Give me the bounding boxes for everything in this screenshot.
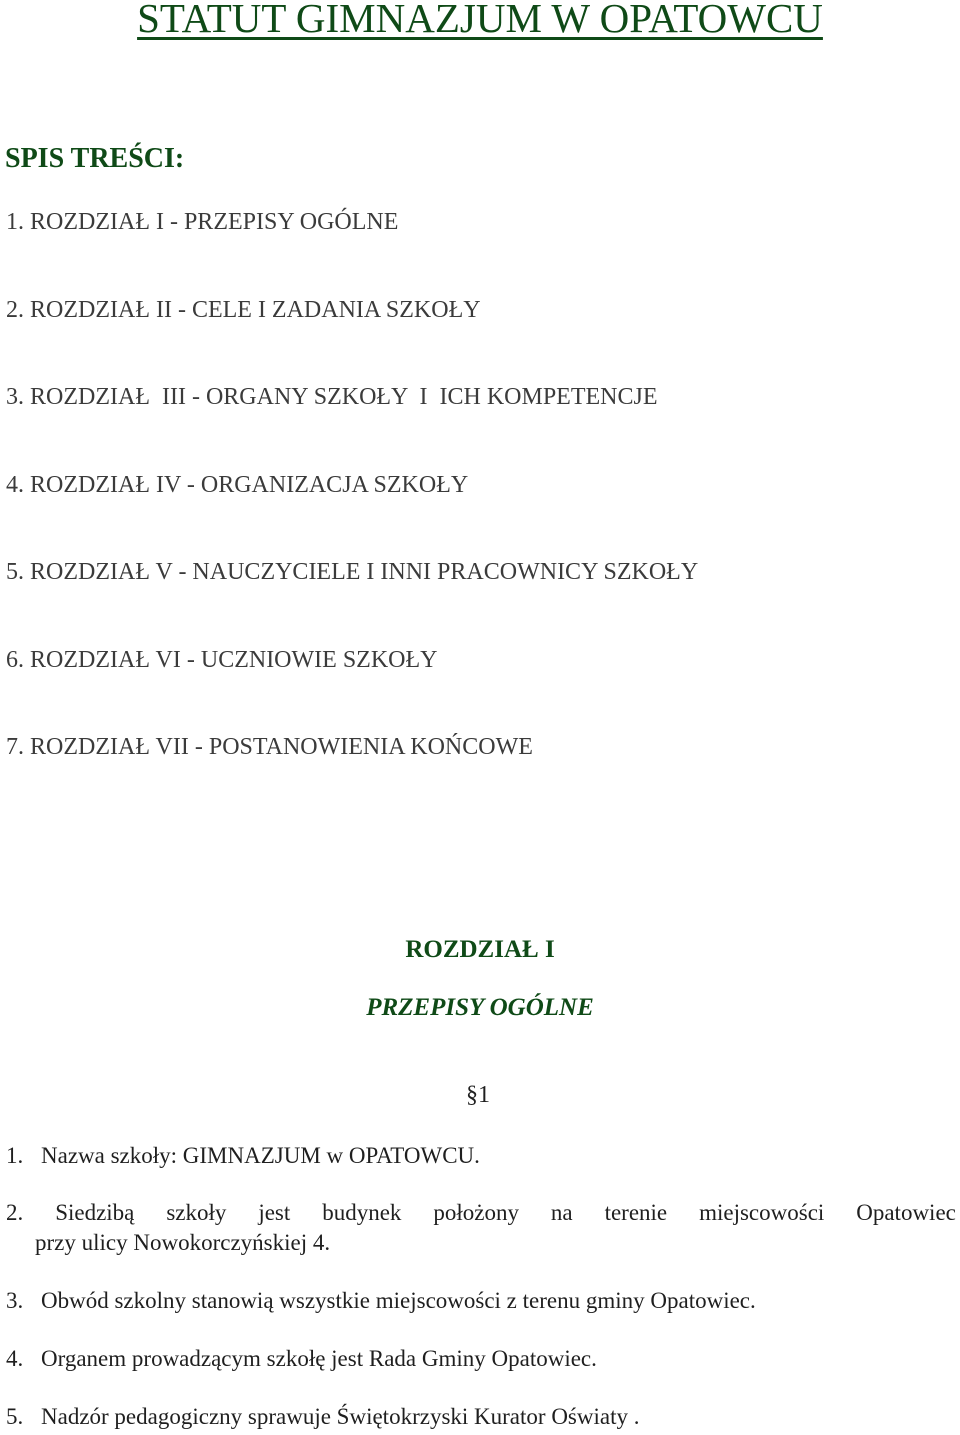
paragraph-text: przy ulicy Nowokorczyńskiej 4. <box>35 1230 331 1255</box>
toc-heading: SPIS TREŚCI: <box>5 143 185 174</box>
toc-item: 4. ROZDZIAŁ IV - ORGANIZACJA SZKOŁY <box>6 471 469 498</box>
paragraph-text: Organem prowadzącym szkołę jest Rada Gminy Opatowiec. <box>41 1346 597 1371</box>
toc-item: 3. ROZDZIAŁ III - ORGANY SZKOŁY I ICH KOMPETENCJE <box>6 384 658 410</box>
paragraph-word: jest <box>258 1200 291 1225</box>
paragraph-text: Obwód szkolny stanowią wszystkie miejscowości z terenu gminy Opatowiec. <box>41 1288 756 1313</box>
paragraph-number: 4. <box>6 1346 24 1371</box>
toc-item: 2. ROZDZIAŁ II - CELE I ZADANIA SZKOŁY <box>6 296 481 323</box>
paragraph-text: Nazwa szkoły: GIMNAZJUM w OPATOWCU. <box>41 1143 480 1168</box>
toc-item: 6. ROZDZIAŁ VI - UCZNIOWIE SZKOŁY <box>6 646 438 673</box>
section-mark: §1 <box>466 1082 490 1108</box>
toc-item: 7. ROZDZIAŁ VII - POSTANOWIENIA KOŃCOWE <box>6 734 533 760</box>
paragraph-word: miejscowości <box>699 1200 825 1225</box>
paragraph-word: szkoły <box>166 1200 227 1225</box>
paragraph-word: Opatowiec <box>856 1200 956 1225</box>
paragraph-1 <box>6 1141 480 1171</box>
chapter-title: ROZDZIAŁ I <box>405 936 555 963</box>
paragraph-word: Siedzibą <box>55 1200 135 1225</box>
paragraph-3 <box>6 1286 756 1316</box>
paragraph-word: na <box>550 1200 573 1225</box>
paragraph-word: budynek <box>322 1200 402 1225</box>
paragraph-2 <box>6 1198 956 1258</box>
document-title: STATUT GIMNAZJUM W OPATOWCU <box>137 0 823 41</box>
toc-item: 5. ROZDZIAŁ V - NAUCZYCIELE I INNI PRACOWNICY SZKOŁY <box>6 559 699 585</box>
paragraph-number: 3. <box>6 1288 24 1313</box>
paragraph-5 <box>6 1402 639 1432</box>
table-of-contents <box>6 208 698 821</box>
toc-item: 1. ROZDZIAŁ I - PRZEPISY OGÓLNE <box>6 209 399 235</box>
paragraph-word: położony <box>433 1200 519 1225</box>
chapter-subtitle: PRZEPISY OGÓLNE <box>366 994 594 1021</box>
paragraph-number: 1. <box>6 1143 24 1168</box>
paragraph-line <box>6 1198 956 1228</box>
paragraph-number: 2. <box>6 1200 24 1225</box>
paragraph-word: terenie <box>604 1200 668 1225</box>
paragraph-4 <box>6 1344 597 1374</box>
paragraph-number: 5. <box>6 1404 24 1429</box>
paragraph-text: Nadzór pedagogiczny sprawuje Świętokrzyski Kurator Oświaty . <box>41 1404 640 1429</box>
